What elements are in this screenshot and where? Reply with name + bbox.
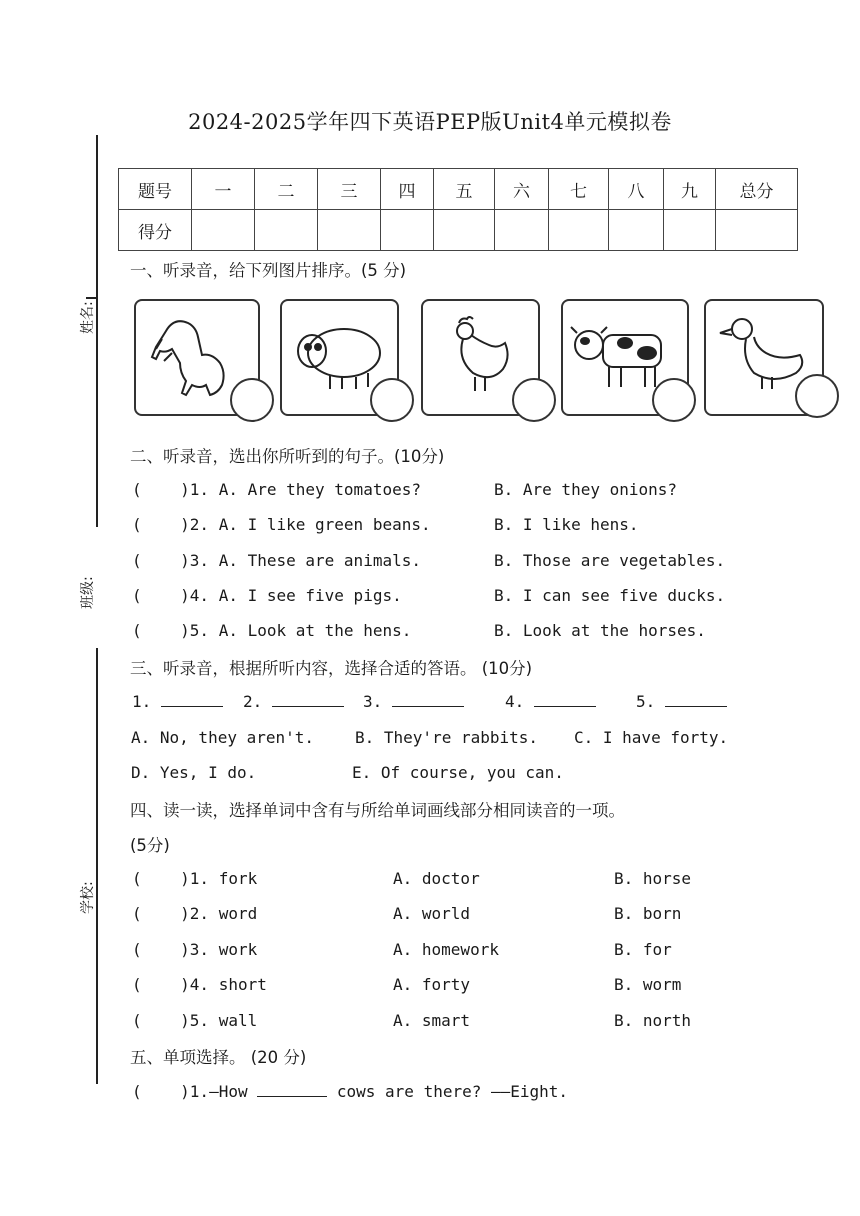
blank-line[interactable] [161, 692, 223, 707]
listen-item-2-b: B. I like hens. [494, 515, 639, 534]
phonics-item-2-b: B. born [614, 904, 682, 923]
reply-option-d: D. Yes, I do. [131, 763, 257, 782]
phonics-item-3-a: A. homework [393, 940, 499, 959]
blank-line[interactable] [392, 692, 464, 707]
answer-circle[interactable] [652, 378, 696, 422]
choice-question-1 [132, 1082, 568, 1101]
listen-item-2-a: ( )2. A. I like green beans. [132, 515, 431, 534]
blank-line[interactable] [665, 692, 727, 707]
section3-heading: 三、听录音，根据所听内容，选择合适的答语。 (10分) [130, 659, 533, 678]
animal-pictures-row [128, 290, 842, 430]
score-table-header-row [119, 169, 798, 210]
header-cell: 四 [381, 169, 434, 210]
phonics-item-5-b: B. north [614, 1011, 692, 1030]
reply-option-a: A. No, they aren't. [131, 728, 315, 747]
blank-number: 3. [363, 692, 383, 711]
score-cell[interactable] [549, 210, 609, 251]
question-end: cows are there? ——Eight. [336, 1082, 569, 1101]
listen-item-5-b: B. Look at the horses. [494, 621, 706, 640]
score-table [118, 168, 798, 251]
answer-circle[interactable] [230, 378, 274, 422]
phonics-item-5-a: A. smart [393, 1011, 471, 1030]
header-cell: 题号 [119, 169, 192, 210]
section4-heading: 四、读一读，选择单词中含有与所给单词画线部分相同读音的一项。 [130, 801, 625, 820]
listen-item-3-b: B. Those are vegetables. [494, 551, 726, 570]
name-underline [86, 297, 96, 299]
listen-item-4-a: ( )4. A. I see five pigs. [132, 586, 402, 605]
phonics-item-4: ( )4. short [132, 975, 267, 994]
score-cell[interactable] [716, 210, 798, 251]
phonics-item-5: ( )5. wall [132, 1011, 258, 1030]
answer-circle[interactable] [370, 378, 414, 422]
answer-circle[interactable] [512, 378, 556, 422]
listen-item-1-a: ( )1. A. Are they tomatoes? [132, 480, 421, 499]
score-table-score-row [119, 210, 798, 251]
score-cell[interactable] [434, 210, 495, 251]
blank-line[interactable] [534, 692, 596, 707]
blank-number: 4. [505, 692, 525, 711]
section2-heading: 二、听录音，选出你所听到的句子。(10分) [130, 447, 445, 466]
header-cell: 五 [434, 169, 495, 210]
header-cell: 八 [609, 169, 664, 210]
score-cell[interactable] [664, 210, 716, 251]
answer-circle[interactable] [795, 374, 839, 418]
score-cell[interactable] [192, 210, 255, 251]
blank-number: 5. [636, 692, 656, 711]
phonics-item-4-a: A. forty [393, 975, 471, 994]
reply-option-c: C. I have forty. [574, 728, 729, 747]
listen-item-1-b: B. Are they onions? [494, 480, 678, 499]
listen-item-3-a: ( )3. A. These are animals. [132, 551, 421, 570]
question-start: ( )1.—How [132, 1082, 248, 1101]
phonics-item-4-b: B. worm [614, 975, 682, 994]
name-label: 姓名: [80, 301, 96, 334]
header-cell: 一 [192, 169, 255, 210]
listen-item-4-b: B. I can see five ducks. [494, 586, 726, 605]
header-cell: 二 [255, 169, 318, 210]
section1-heading: 一、听录音，给下列图片排序。(5 分) [130, 261, 407, 280]
header-cell: 三 [318, 169, 381, 210]
listen-item-5-a: ( )5. A. Look at the hens. [132, 621, 412, 640]
binding-line-bottom [96, 648, 98, 1084]
answer-blank-3[interactable] [363, 692, 464, 711]
answer-blank-5[interactable] [636, 692, 727, 711]
answer-blank-4[interactable] [505, 692, 596, 711]
header-cell: 九 [664, 169, 716, 210]
score-row-label: 得分 [119, 210, 192, 251]
section4-points: (5分) [130, 836, 170, 855]
reply-option-e: E. Of course, you can. [352, 763, 564, 782]
header-cell: 七 [549, 169, 609, 210]
school-label: 学校: [80, 881, 96, 914]
blank-line[interactable] [257, 1082, 327, 1097]
phonics-item-1: ( )1. fork [132, 869, 258, 888]
answer-blank-1[interactable] [132, 692, 223, 711]
section5-heading: 五、单项选择。 (20 分) [130, 1048, 307, 1067]
score-cell[interactable] [495, 210, 549, 251]
phonics-item-3: ( )3. work [132, 940, 258, 959]
score-cell[interactable] [381, 210, 434, 251]
header-cell: 总分 [716, 169, 798, 210]
phonics-item-1-b: B. horse [614, 869, 692, 888]
blank-number: 1. [132, 692, 152, 711]
phonics-item-1-a: A. doctor [393, 869, 480, 888]
header-cell: 六 [495, 169, 549, 210]
score-cell[interactable] [255, 210, 318, 251]
class-label: 班级: [80, 576, 96, 609]
answer-blank-2[interactable] [243, 692, 344, 711]
score-cell[interactable] [318, 210, 381, 251]
phonics-item-2-a: A. world [393, 904, 471, 923]
blank-number: 2. [243, 692, 263, 711]
phonics-item-2: ( )2. word [132, 904, 258, 923]
page-title: 2024-2025学年四下英语PEP版Unit4单元模拟卷 [188, 110, 672, 134]
score-cell[interactable] [609, 210, 664, 251]
blank-line[interactable] [272, 692, 344, 707]
reply-option-b: B. They're rabbits. [355, 728, 539, 747]
phonics-item-3-b: B. for [614, 940, 672, 959]
